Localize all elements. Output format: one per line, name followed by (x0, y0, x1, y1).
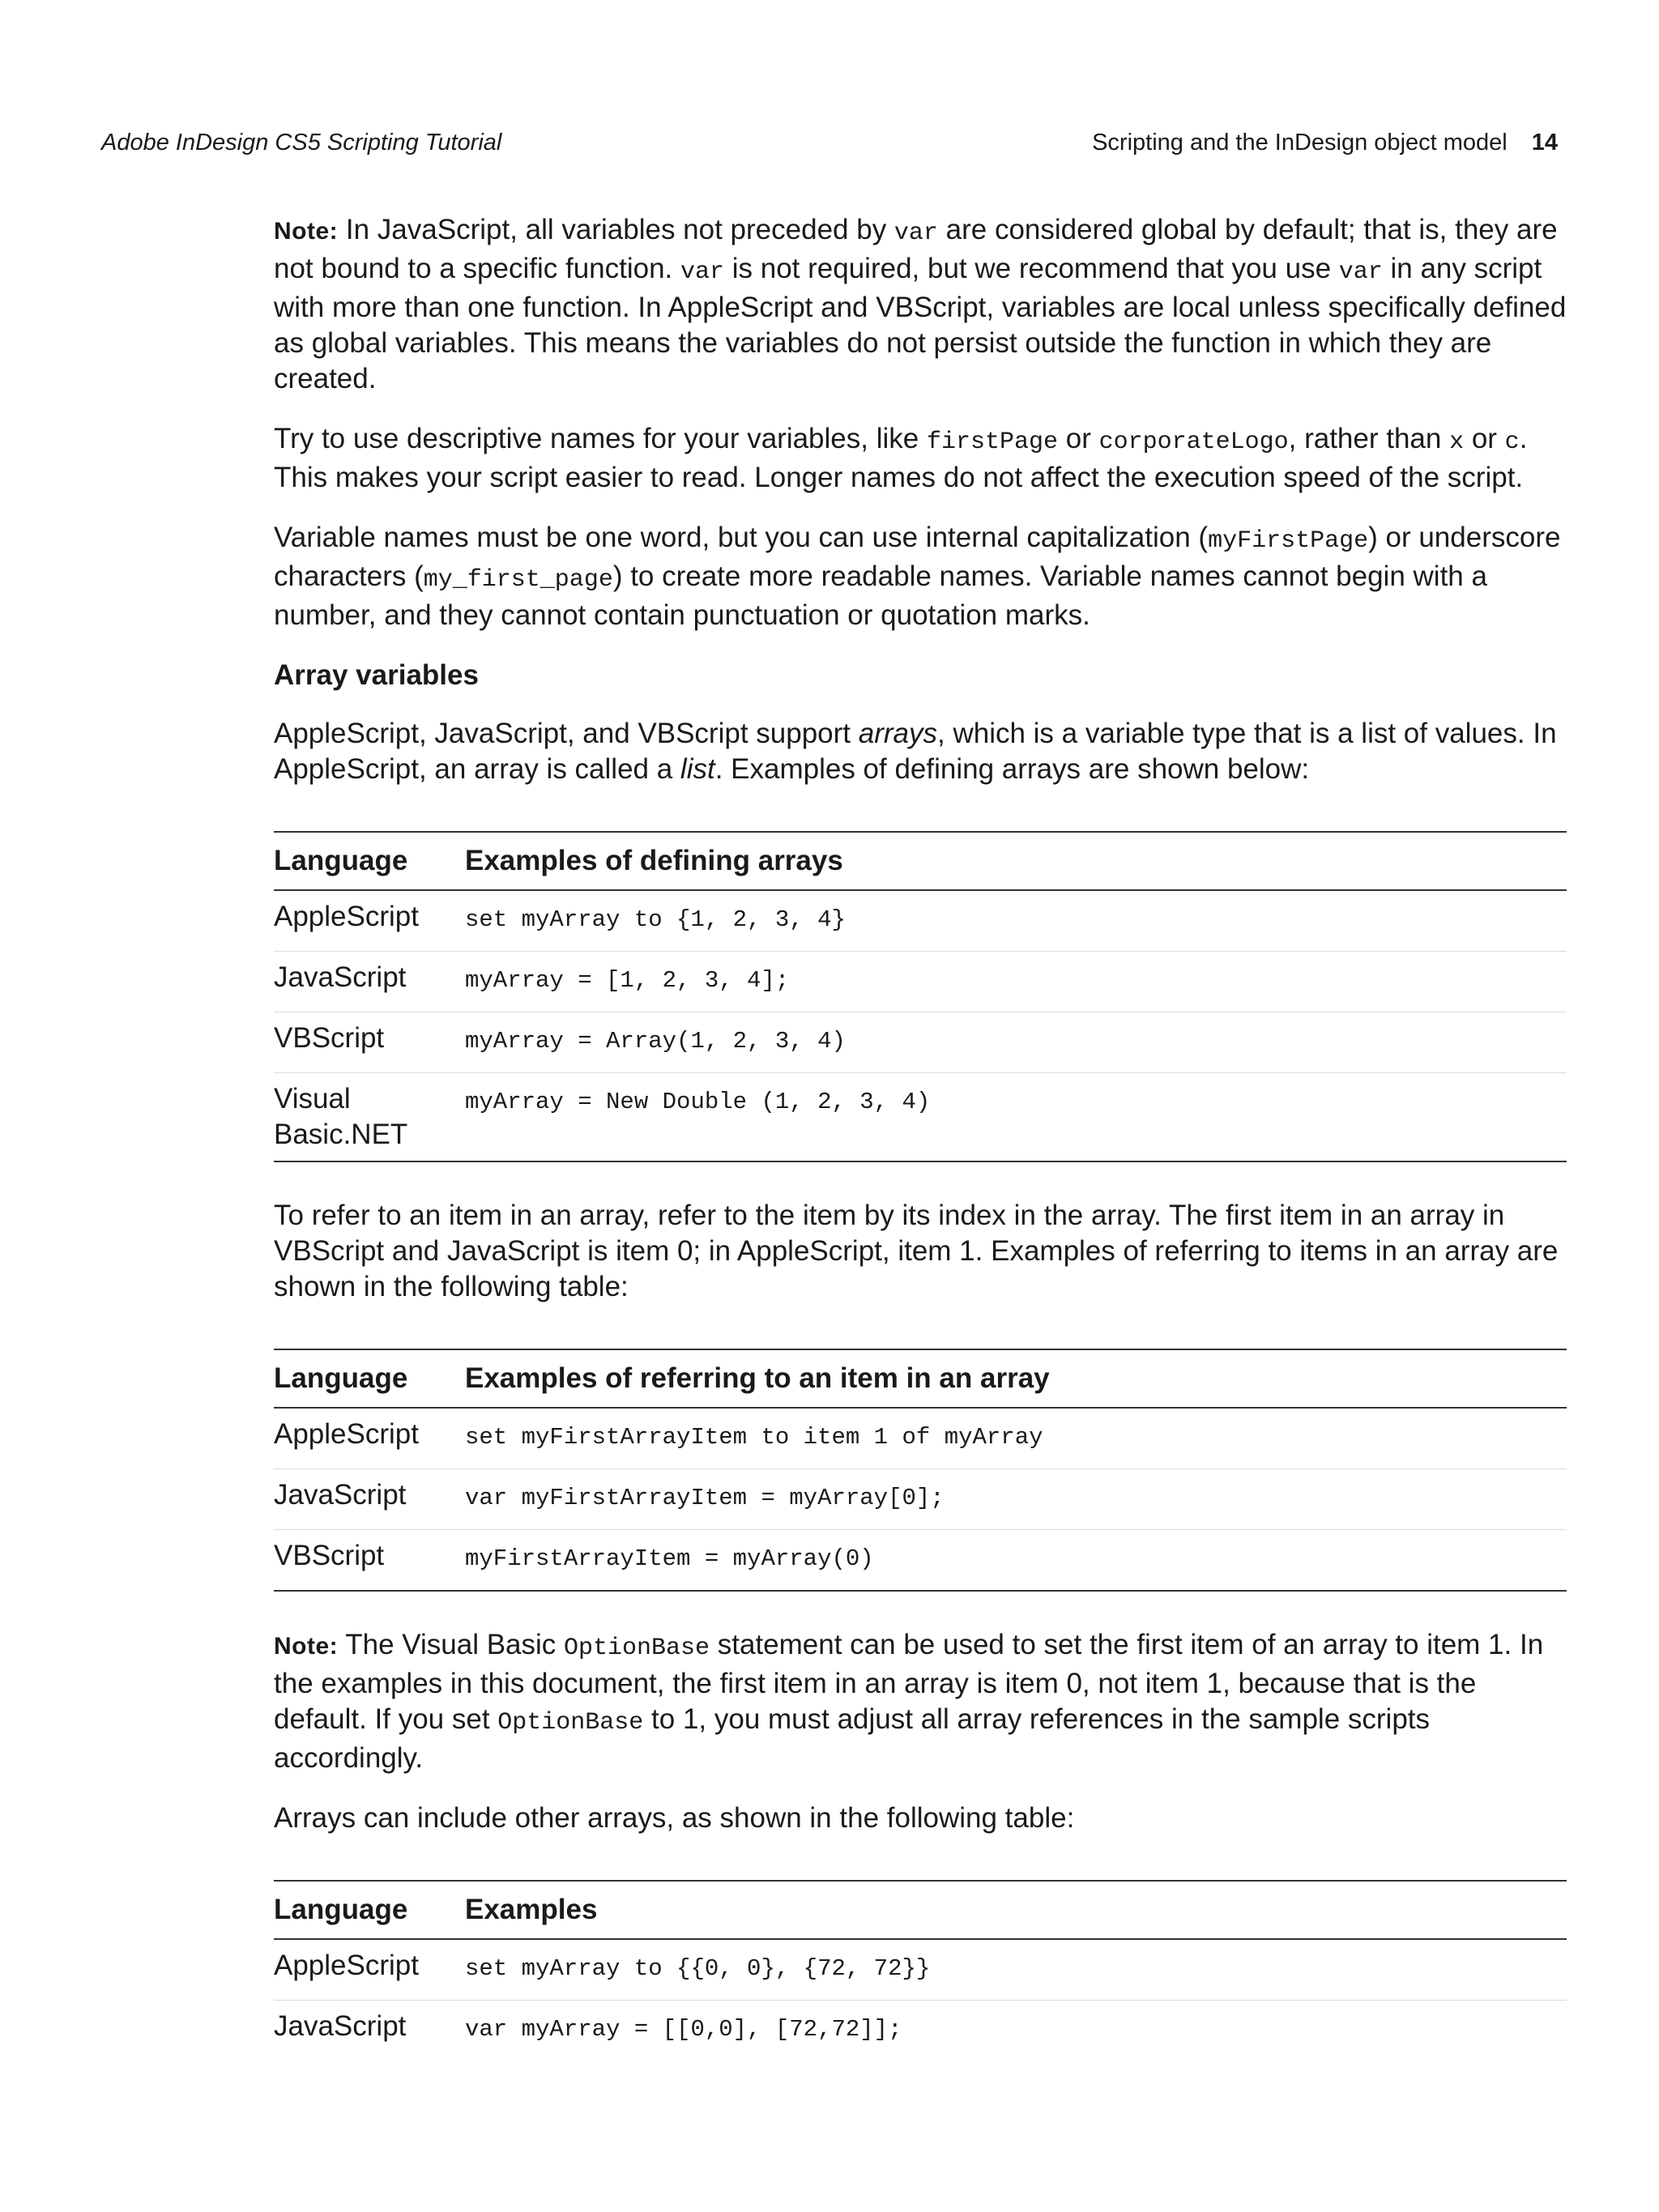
language-cell: VBScript (274, 1530, 465, 1592)
code-cell: myArray = New Double (1, 2, 3, 4) (465, 1073, 1567, 1162)
language-cell: Visual Basic.NET (274, 1073, 465, 1162)
body-text: , which is a variable type that is a list of values. In AppleScript, an array is called a (274, 718, 1557, 785)
language-cell: AppleScript (274, 1939, 465, 2001)
emphasis-text: arrays (858, 718, 937, 749)
note-text: statement can be used to set the first item of an array to item 1. In the examples in this document, the first item in an array is item 0, not item 1, because that is the default. If you set (274, 1629, 1544, 1735)
note-optionbase (274, 1627, 1567, 1776)
body-text: AppleScript, JavaScript, and VBScript support (274, 718, 859, 749)
table-row (274, 1939, 1567, 2001)
language-cell: AppleScript (274, 890, 465, 952)
table-row (274, 1408, 1567, 1469)
note-text: are considered global by default; that is, they are not bound to a specific function. (274, 214, 1558, 284)
body-text: Variable names must be one word, but you can use internal capitalization ( (274, 522, 1209, 553)
inline-code: my_first_page (423, 566, 613, 594)
language-cell: JavaScript (274, 2010, 407, 2042)
paragraph-refer-items: To refer to an item in an array, refer to the item by its index in the array. The first item in an array in VBScript and JavaScript is item 0; in AppleScript, item 1. Examples of referring to items in an array are shown in the following table: (274, 1200, 1559, 1302)
inline-code: corporateLogo (1098, 428, 1289, 456)
language-cell: AppleScript (274, 1408, 465, 1469)
paragraph-nested-arrays: Arrays can include other arrays, as shown in the following table: (274, 1802, 1075, 1834)
column-header-language: Language (274, 1894, 408, 1925)
note-text: The Visual Basic (338, 1629, 565, 1660)
code-cell: set myArray to {1, 2, 3, 4} (465, 890, 1567, 952)
paragraph-naming-rules (274, 520, 1567, 633)
table-header-row (274, 1881, 1567, 1939)
code-cell: set myFirstArrayItem to item 1 of myArray (465, 1408, 1567, 1469)
body-text: , rather than (1288, 423, 1450, 454)
code-cell: var myFirstArrayItem = myArray[0]; (465, 1469, 1567, 1530)
table-row (274, 890, 1567, 952)
table-row (274, 1012, 1567, 1073)
code-cell: var myArray = [[0,0], [72,72]]; (465, 2016, 902, 2043)
column-header-language: Language (274, 845, 408, 876)
paragraph-descriptive-names (274, 421, 1567, 496)
note-text: In JavaScript, all variables not preceded by (338, 214, 894, 245)
book-title: Adobe InDesign CS5 Scripting Tutorial (101, 130, 502, 156)
note-text: in any script with more than one function. In AppleScript and VBScript, variables are local unless specifically defined as global variables. This means the variables do not persist outside the function in which they are created. (274, 253, 1567, 394)
column-header-examples: Examples (465, 1894, 598, 1925)
code-cell: myArray = Array(1, 2, 3, 4) (465, 1012, 1567, 1073)
inline-code: var (680, 258, 725, 286)
note-label: Note: (274, 1633, 339, 1660)
emphasis-text: list (680, 753, 715, 785)
table-header-row (274, 1349, 1567, 1408)
page-number: 14 (1531, 130, 1558, 156)
inline-code: x (1449, 428, 1465, 456)
note-text: to 1, you must adjust all array references in the sample scripts accordingly. (274, 1703, 1431, 1774)
language-cell: JavaScript (274, 1469, 465, 1530)
column-header-language: Language (274, 1362, 408, 1394)
code-cell: myArray = [1, 2, 3, 4]; (465, 952, 1567, 1012)
section-heading: Array variables (274, 659, 479, 691)
body-text: . Examples of defining arrays are shown below: (714, 753, 1310, 785)
table-referring-items (274, 1349, 1567, 1592)
table-row (274, 952, 1567, 1012)
inline-code: OptionBase (497, 1709, 644, 1737)
body-text: ) or underscore characters ( (274, 522, 1561, 592)
note-text: is not required, but we recommend that you use (724, 253, 1339, 284)
inline-code: var (1338, 258, 1383, 286)
body-text: ) to create more readable names. Variable names cannot begin with a number, and they cannot contain punctuation or quotation marks. (274, 560, 1487, 631)
body-text: Try to use descriptive names for your variables, like (274, 423, 927, 454)
inline-code: firstPage (926, 428, 1058, 456)
language-cell: VBScript (274, 1012, 465, 1073)
paragraph-arrays-intro (274, 716, 1567, 787)
page-content (274, 212, 1567, 2096)
note-label: Note: (274, 218, 339, 245)
table-row (274, 1073, 1567, 1162)
language-cell: JavaScript (274, 952, 465, 1012)
table-row (274, 1530, 1567, 1592)
table-row (274, 1469, 1567, 1530)
table-nested-arrays (274, 1880, 1567, 2061)
body-text: . This makes your script easier to read. Longer names do not affect the execution speed of the script. (274, 423, 1528, 493)
column-header-examples: Examples of defining arrays (465, 845, 843, 876)
table-header-row (274, 832, 1567, 890)
body-text: or (1464, 423, 1505, 454)
inline-code: var (893, 219, 938, 247)
note-var-scope (274, 212, 1567, 397)
table-defining-arrays (274, 831, 1567, 1162)
code-cell: myFirstArrayItem = myArray(0) (465, 1530, 1567, 1592)
inline-code: OptionBase (564, 1634, 710, 1662)
table-row (274, 2001, 1567, 2061)
inline-code: myFirstPage (1208, 527, 1369, 555)
column-header-examples: Examples of referring to an item in an array (465, 1362, 1050, 1394)
header-right (1092, 130, 1558, 156)
section-title: Scripting and the InDesign object model (1092, 130, 1508, 156)
running-header (101, 130, 1558, 156)
body-text: or (1058, 423, 1099, 454)
inline-code: c (1504, 428, 1520, 456)
code-cell: set myArray to {{0, 0}, {72, 72}} (465, 1939, 1567, 2001)
